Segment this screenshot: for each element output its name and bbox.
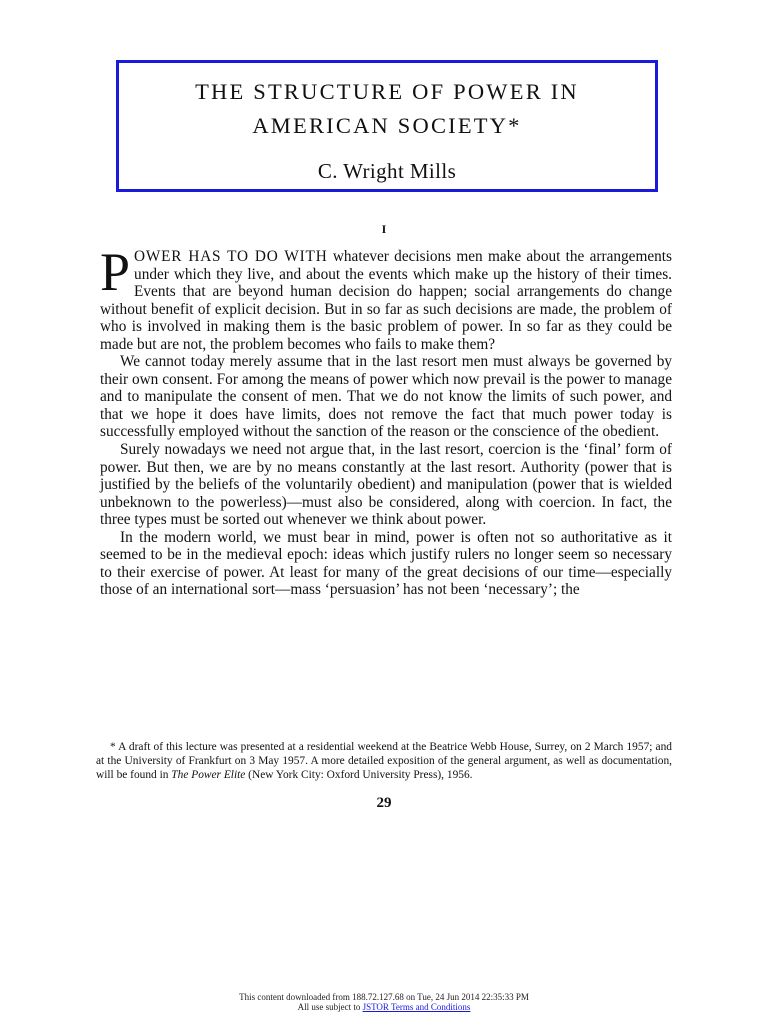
footnote — [96, 740, 672, 783]
paragraph-1 — [100, 242, 672, 353]
lead-in-small-caps: OWER HAS TO DO WITH — [134, 248, 328, 265]
paragraph-1-text: whatever decisions men make about the arrangements under which they live, and about the events which make up the history of their times. Events that are beyond human decision do happen; social arrangements do change without benefit of explicit decision. But in so far as such decisions are made, the problem of who is involved in making them is the basic problem of power. In so far as they could be made but are not, the problem becomes who fails to make them? — [100, 248, 672, 353]
paragraph-4: In the modern world, we must bear in mind, power is often not so authoritative as it seemed to be in the medieval epoch: ideas which justify rulers no longer seem so necessary to their exercise of power. At least for many of the great decisions of our time—especially those of an international sort—mass ‘persuasion’ has not been ‘necessary’; the — [100, 528, 672, 599]
title-box — [116, 60, 658, 192]
article-title-line-1: THE STRUCTURE OF POWER IN — [195, 79, 579, 104]
paragraph-3: Surely nowadays we need not argue that, in the last resort, coercion is the ‘final’ form of power. But then, we are by no means constantly at the last resort. Authority (power that is justified by the beliefs of the voluntarily obedient) and manipulation (power that is wielded unbeknown to the powerless)—must also be considered, along with coercion. In fact, the three types must be sorted out whenever we think about power. — [100, 441, 672, 529]
page-number: 29 — [376, 795, 392, 811]
footnote-text-end: (New York City: Oxford University Press), 1956. — [245, 769, 473, 782]
footnote-text-start: * A draft of this lecture was presented at a residential weekend at the Beatrice Webb House, Surrey, on 2 March 1957; and at the University of Frankfurt on 3 May 1957. A more detailed exposition of the general argument, as well as documentation, will be found in — [96, 741, 672, 782]
download-note-line-2 — [0, 1002, 768, 1012]
author-name: C. Wright Mills — [317, 159, 457, 183]
article-body — [100, 242, 672, 599]
download-note-line-1: This content downloaded from 188.72.127.68 on Tue, 24 Jun 2014 22:35:33 PM — [239, 992, 529, 1002]
book-title: The Power Elite — [171, 769, 246, 782]
drop-cap: P — [100, 242, 131, 302]
download-note — [0, 992, 768, 1012]
footnote-text — [96, 740, 672, 783]
section-numeral: I — [381, 222, 387, 236]
terms-prefix: All use subject to — [297, 1002, 363, 1012]
jstor-terms-link[interactable]: JSTOR Terms and Conditions — [362, 1002, 471, 1012]
paragraph-2: We cannot today merely assume that in the last resort men must always be governed by their own consent. For among the means of power which now prevail is the power to manage and to manipulate the consent of men. That we do not know the limits of such power, and that we hope it does have limits, does not remove the fact that much power today is successfully employed without the sanction of the reason or the conscience of the obedient. — [100, 353, 672, 441]
article-title-line-2: AMERICAN SOCIETY* — [252, 113, 522, 138]
